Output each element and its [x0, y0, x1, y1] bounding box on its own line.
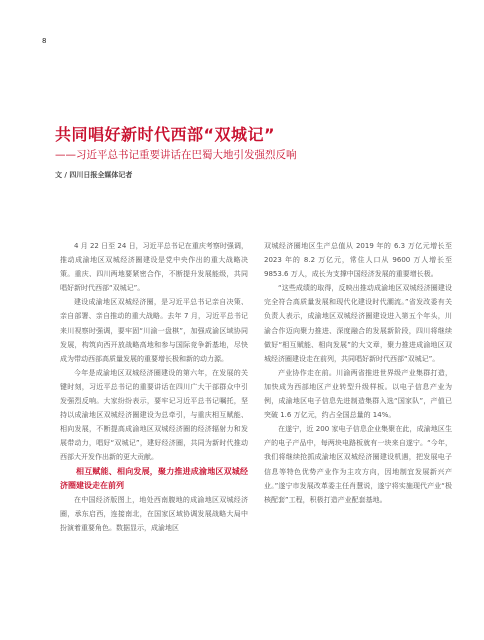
section-heading: 相互赋能、相向发展，聚力推进成渝地区双城经济圈建设走在前列: [60, 466, 248, 490]
body-paragraph: 产业协作走在前。川渝两省推进世界级产业集群打造，加快成为西部地区产业转型升级样板。以电子信息产业为例，成渝地区电子信息先进制造集群入选“国家队”，产值已突破 1.6 万亿元，约占全国总量的 14%。: [264, 368, 452, 420]
left-column: [60, 239, 248, 535]
body-paragraph: “这些成绩的取得，反映出推动成渝地区双城经济圈建设完全符合高质量发展和现代化建设时代潮流。”省发改委有关负责人表示，成渝地区双城经济圈建设进入第五个年头，川渝合作迈向聚力推进、深度融合的发展新阶段，四川将继续做好“相互赋能、相向发展”的大文章，聚力推进成渝地区双城经济圈建设走在前列，共同唱好新时代西部“双城记”。: [264, 284, 452, 363]
page-number: 8: [42, 37, 47, 45]
article-headline: 共同唱好新时代西部“双城记”: [55, 125, 276, 144]
body-paragraph: 建设成渝地区双城经济圈，是习近平总书记亲自决策、亲自部署、亲自推动的重大战略。去年 7 月，习近平总书记来川视察时强调，要牢固“川渝一盘棋”，加强成渝区域协同发展，构筑向西开放战略高地和参与国际竞争新基地，尽快成为带动西部高质量发展的重要增长极和新的动力源。: [60, 298, 248, 363]
article-subheadline: ——习近平总书记重要讲话在巴蜀大地引发强烈反响: [55, 149, 297, 161]
article-byline: 文 / 四川日报全媒体记者: [55, 171, 133, 179]
right-column: [264, 239, 452, 507]
body-paragraph: 在中国经济版图上，地处西南腹地的成渝地区双城经济圈，承东启西，连接南北，在国家区域协调发展战略大局中扮演着重要角色。数据显示，成渝地区: [60, 495, 248, 532]
body-paragraph-continued: 双城经济圈地区生产总值从 2019 年的 6.3 万亿元增长至 2023 年的 8.2 万亿元，常住人口从 9600 万人增长至 9853.6 万人，成长为支撑中国经济发展的重要增长极。: [264, 242, 452, 279]
body-paragraph: 4 月 22 日至 24 日，习近平总书记在重庆考察时强调，推动成渝地区双城经济圈建设是党中央作出的重大战略决策。重庆、四川两地要紧密合作，不断提升发展能级，共同唱好新时代西部“双城记”。: [60, 242, 248, 293]
body-paragraph: 在遂宁，近 200 家电子信息企业集聚在此，成渝地区生产的电子产品中，每两块电路板就有一块来自遂宁。“今年，我们将继续抢抓成渝地区双城经济圈建设机遇，把发展电子信息等特色优势产业作为主攻方向，因地制宜发展新兴产业。”遂宁市发展改革委主任肖慧说，遂宁将实施现代产业“极核配套”工程，积极打造产业配套基地。: [264, 425, 452, 504]
body-paragraph: 今年是成渝地区双城经济圈建设的第六年，在发展的关键时刻，习近平总书记的重要讲话在四川广大干部群众中引发强烈反响。大家纷纷表示，要牢记习近平总书记嘱托，坚持以成渝地区双城经济圈建设为总牵引，与重庆相互赋能、相向发展，不断提高成渝地区双城经济圈的经济辐射力和发展带动力，唱好“双城记”，建好经济圈，共同为新时代推动西部大开发作出新的更大贡献。: [60, 368, 248, 462]
